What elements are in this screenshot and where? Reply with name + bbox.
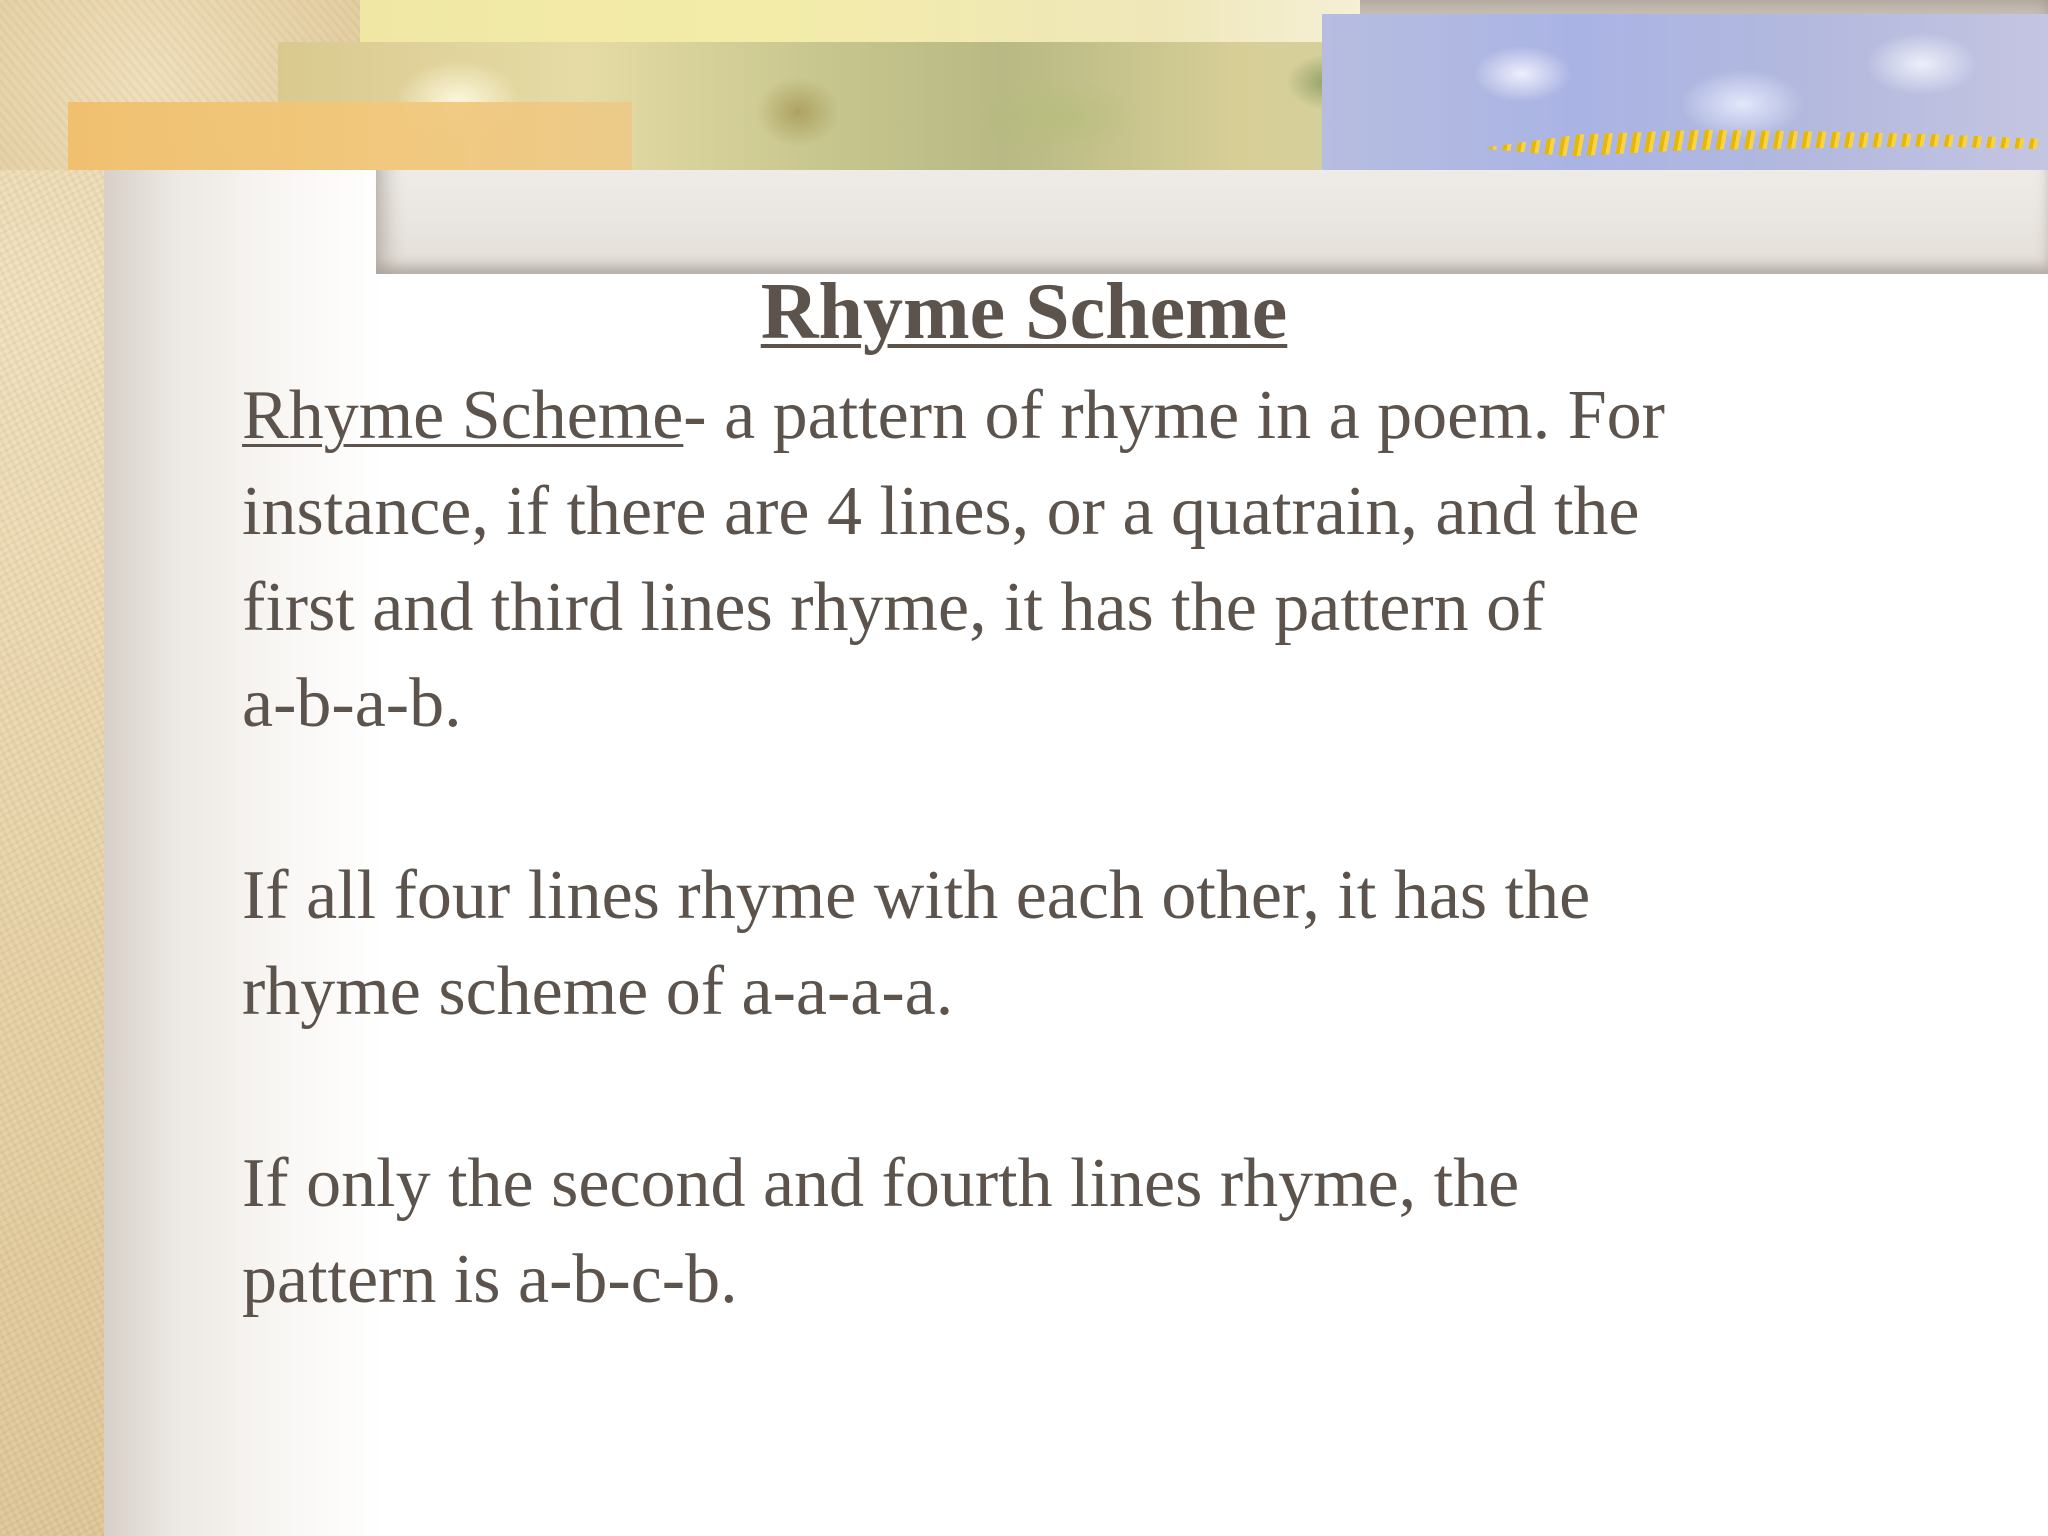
- slide-body: [242, 368, 1962, 1328]
- paragraph-definition: [242, 368, 1962, 752]
- paragraph-second-fourth: [242, 1136, 1962, 1328]
- term-rhyme-scheme: Rhyme Scheme: [242, 377, 684, 454]
- body-line: pattern is a-b-c-b.: [242, 1241, 738, 1318]
- paragraph-all-rhyme: [242, 848, 1962, 1040]
- body-line: If all four lines rhyme with each other, it has the: [242, 857, 1591, 934]
- body-line: first and third lines rhyme, it has the pattern of: [242, 569, 1545, 646]
- body-line: [242, 368, 1962, 464]
- decorative-yellow-band: [360, 0, 1360, 44]
- paragraph-spacer: [242, 752, 1962, 848]
- parchment-texture-strip: [0, 0, 104, 1536]
- body-line: If only the second and fourth lines rhyme, the: [242, 1145, 1520, 1222]
- body-line: a-b-a-b.: [242, 665, 462, 742]
- paragraph-spacer: [242, 1040, 1962, 1136]
- decorative-orange-band: [68, 102, 632, 170]
- definition-text: - a pattern of rhyme in a poem. For: [683, 377, 1665, 454]
- body-line: rhyme scheme of a-a-a-a.: [242, 953, 954, 1030]
- body-line: instance, if there are 4 lines, or a quatrain, and the: [242, 473, 1640, 550]
- slide-title: Rhyme Scheme: [760, 268, 1288, 356]
